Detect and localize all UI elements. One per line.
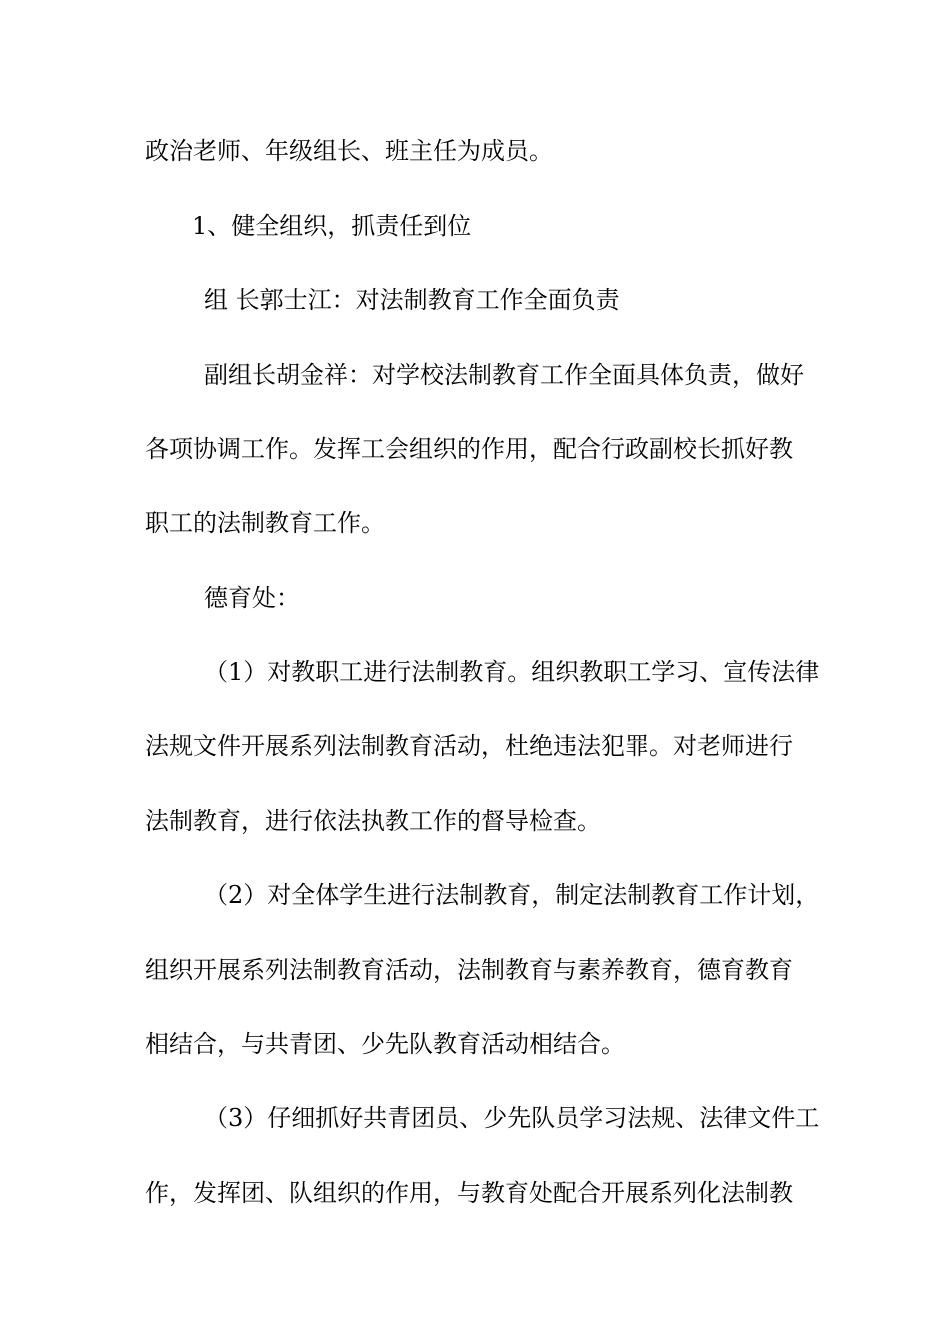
text-line: 作，发挥团、队组织的作用，与教育处配合开展系列化法制教 (145, 1179, 793, 1207)
text-line: （2）对全体学生进行法制教育，制定法制教育工作计划， (204, 881, 820, 909)
text-line: （1）对教职工进行法制教育。组织教职工学习、宣传法律 (204, 658, 820, 686)
text-line: 法规文件开展系列法制教育活动，杜绝违法犯罪。对老师进行 (145, 732, 793, 760)
text-line: 德育处： (204, 584, 300, 612)
text-line: （3）仔细抓好共青团员、少先队员学习法规、法律文件工 (204, 1104, 820, 1132)
text-line: 各项协调工作。发挥工会组织的作用，配合行政副校长抓好教 (145, 435, 793, 463)
text-line: 政治老师、年级组长、班主任为成员。 (145, 137, 553, 165)
text-line: 职工的法制教育工作。 (145, 509, 385, 537)
section-heading: 1、健全组织，抓责任到位 (192, 212, 472, 240)
text-line: 法制教育，进行依法执教工作的督导检查。 (145, 807, 601, 835)
text-line: 组 长郭士江：对法制教育工作全面负责 (204, 286, 620, 314)
text-line: 组织开展系列法制教育活动，法制教育与素养教育，德育教育 (145, 956, 793, 984)
text-line: 相结合，与共青团、少先队教育活动相结合。 (145, 1030, 625, 1058)
text-line: 副组长胡金祥：对学校法制教育工作全面具体负责，做好 (204, 361, 804, 389)
